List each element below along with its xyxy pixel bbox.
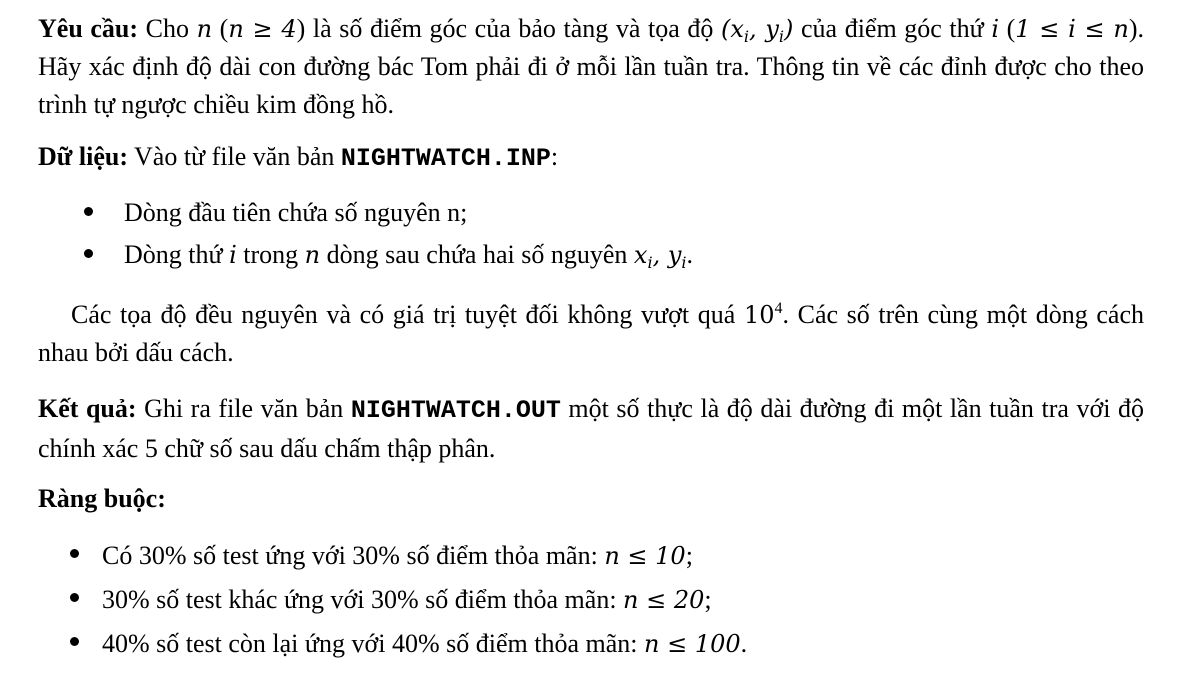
output-filename: NIGHTWATCH.OUT [350,396,561,425]
text: ( [212,14,229,43]
requirement-paragraph [38,10,1144,124]
input-list [38,192,1144,276]
input-filename: NIGHTWATCH.INP [340,144,551,173]
text: Vào từ file văn bản [127,142,341,171]
input-label: Dữ liệu: [38,142,128,171]
requirement-label: Yêu cầu: [38,14,139,43]
math: n [196,15,213,43]
output-label: Kết quả: [38,394,137,423]
bullet-icon [70,593,79,602]
math-coordinate: ($x_i$, $y_i$) [720,15,794,46]
list-item: 30% số test khác ứng với 30% số điểm thỏa mãn: n ≤ 20; [38,578,1144,622]
list-item: Dòng thứ i trong n dòng sau chứa hai số nguyên $x_i$, $y_i$. [38,234,1144,276]
problem-statement [38,10,1144,666]
text: của điểm góc thứ [793,14,992,43]
math: n ≥ 4 [228,15,297,43]
bullet-icon [70,637,79,646]
output-paragraph: Kết quả: Ghi ra file văn bản NIGHTWATCH.OUT một số thực là độ dài đường đi một lần tuần tra với độ chính xác 5 chữ số sau dấu chấm thập phân. [38,394,1144,463]
constraints-list [38,534,1144,666]
coordinate-note: Các tọa độ đều nguyên và có giá trị tuyệt đối không vượt quá $10^4$. Các số trên cùng một dòng cách nhau bởi dấu cách. [38,300,1145,367]
text: : [550,142,559,171]
math: i [991,15,1000,43]
list-item: Dòng đầu tiên chứa số nguyên n; [38,192,1144,234]
bullet-icon [84,249,93,258]
list-item: Có 30% số test ứng với 30% số điểm thỏa mãn: n ≤ 10; [38,534,1144,578]
constraints-heading [38,480,1144,518]
constraints-label: Ràng buộc: [38,484,166,513]
math: 1 ≤ i ≤ n [1015,15,1129,43]
text: ). Hãy xác định độ dài con đường bác Tom phải đi ở mỗi lần tuần tra. Thông tin về các đỉnh được cho theo trình tự ngược chiều kim đồng hồ. [38,14,1144,119]
list-item: 40% số test còn lại ứng với 40% số điểm thỏa mãn: n ≤ 100. [38,622,1144,666]
input-paragraph [38,138,1144,178]
bullet-icon [84,207,93,216]
bullet-icon [70,549,79,558]
text: Cho [138,14,197,43]
text: ) là số điểm góc của bảo tàng và tọa độ [296,14,721,43]
text: ( [999,14,1016,43]
